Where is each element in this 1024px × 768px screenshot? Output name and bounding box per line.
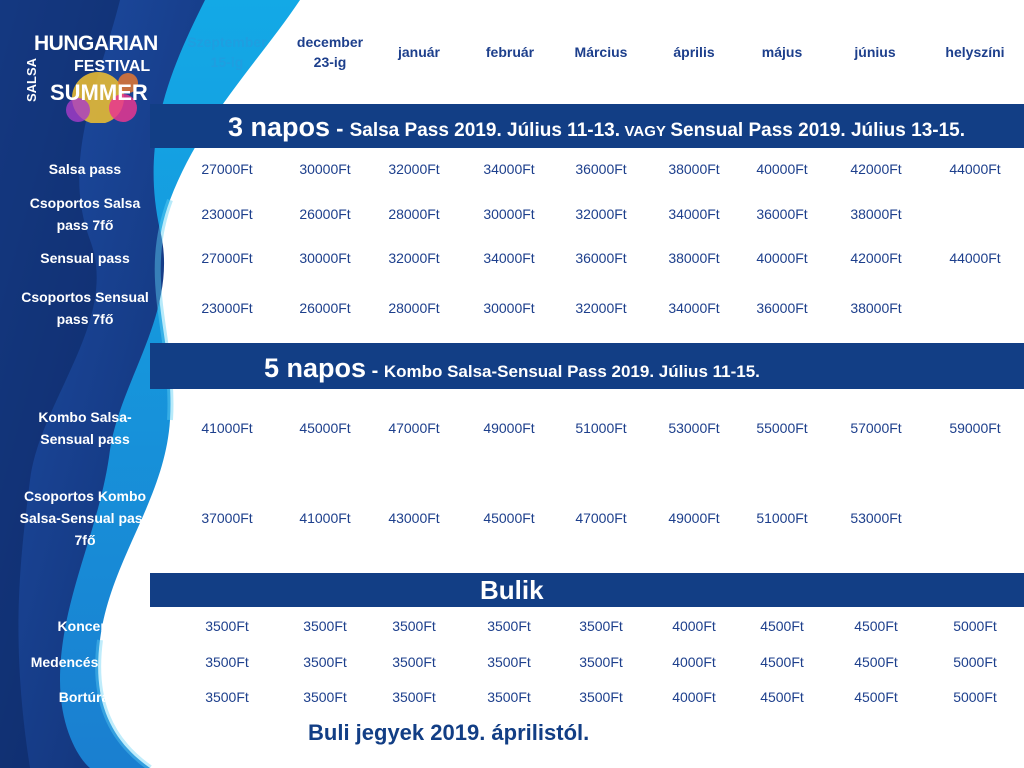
price-cell: 27000Ft [201,250,253,266]
price-cell: 3500Ft [303,654,347,670]
row-label: Csoportos Salsa pass 7fő [29,195,141,233]
price-cell: 5000Ft [953,618,997,634]
price-cell: 38000Ft [850,300,902,316]
price-cell: 32000Ft [388,161,440,177]
col-header-2: december 23-ig [296,34,364,70]
col-header-1: Szeptember 15-ig [187,34,267,70]
row-label: Koncert [57,618,111,634]
price-cell: 3500Ft [205,689,249,705]
price-cell: 3500Ft [392,618,436,634]
price-cell: 3500Ft [303,689,347,705]
price-cell: 30000Ft [483,206,535,222]
section-title-5-day: 5 napos - Kombo Salsa-Sensual Pass 2019. Július 11-15. [264,353,760,383]
price-cell: 40000Ft [756,161,808,177]
price-cell: 3500Ft [579,689,623,705]
price-cell: 40000Ft [756,250,808,266]
row-label: Csoportos Kombo Salsa-Sensual pass 7fő [19,488,151,548]
row-label: Medencés Party [30,654,138,670]
price-cell: 34000Ft [668,300,720,316]
price-cell: 30000Ft [299,250,351,266]
row-label: Sensual pass [40,250,130,266]
price-cell: 28000Ft [388,206,440,222]
price-cell: 38000Ft [668,250,720,266]
col-header-3: január [397,44,441,60]
price-cell: 30000Ft [483,300,535,316]
price-cell: 38000Ft [668,161,720,177]
price-cell: 4500Ft [854,654,898,670]
price-cell: 27000Ft [201,161,253,177]
price-cell: 49000Ft [668,510,720,526]
col-header-9: helyszíni [945,44,1005,60]
price-cell: 5000Ft [953,654,997,670]
price-cell: 32000Ft [388,250,440,266]
price-cell: 3500Ft [487,618,531,634]
price-cell: 3500Ft [392,689,436,705]
section-band-3-day [150,104,1024,148]
price-cell: 53000Ft [668,420,720,436]
logo-line3: FESTIVAL [74,58,151,75]
price-cell: 44000Ft [949,250,1001,266]
logo-line1: HUNGARIAN [34,32,158,55]
price-cell: 4500Ft [760,689,804,705]
price-cell: 28000Ft [388,300,440,316]
price-cell: 43000Ft [388,510,440,526]
price-cell: 5000Ft [953,689,997,705]
price-cell: 3500Ft [205,618,249,634]
price-cell: 4500Ft [854,618,898,634]
price-cell: 4000Ft [672,689,716,705]
row-label: Salsa pass [48,161,122,177]
col-header-4: február [485,44,535,60]
price-cell: 26000Ft [299,300,351,316]
col-header-6: április [673,44,715,60]
price-cell: 3500Ft [579,654,623,670]
price-cell: 53000Ft [850,510,902,526]
price-cell: 51000Ft [575,420,627,436]
price-cell: 36000Ft [756,206,808,222]
price-cell: 23000Ft [201,206,253,222]
price-cell: 26000Ft [299,206,351,222]
footer-note: Buli jegyek 2019. áprilistól. [308,720,590,745]
price-cell: 38000Ft [850,206,902,222]
price-cell: 55000Ft [756,420,808,436]
price-cell: 4500Ft [760,618,804,634]
price-cell: 57000Ft [850,420,902,436]
price-cell: 4000Ft [672,618,716,634]
price-cell: 41000Ft [201,420,253,436]
price-cell: 3500Ft [487,654,531,670]
price-cell: 44000Ft [949,161,1001,177]
price-cell: 49000Ft [483,420,535,436]
price-cell: 30000Ft [299,161,351,177]
price-cell: 3500Ft [205,654,249,670]
section-band-5-day [150,343,1024,389]
price-cell: 41000Ft [299,510,351,526]
price-cell: 42000Ft [850,161,902,177]
price-cell: 4500Ft [854,689,898,705]
price-cell: 37000Ft [201,510,253,526]
price-cell: 47000Ft [575,510,627,526]
price-cell: 34000Ft [483,161,535,177]
price-cell: 4500Ft [760,654,804,670]
price-cell: 47000Ft [388,420,440,436]
price-cell: 32000Ft [575,300,627,316]
price-cell: 3500Ft [303,618,347,634]
price-cell: 42000Ft [850,250,902,266]
price-cell: 36000Ft [575,161,627,177]
col-header-7: május [761,44,803,60]
price-cell: 51000Ft [756,510,808,526]
section-title-3-day: 3 napos - Salsa Pass 2019. Július 11-13. VAGY Sensual Pass 2019. Július 13-15. [228,112,966,142]
section-band-party [150,573,1024,607]
logo-line4: SUMMER [50,80,148,105]
price-cell: 36000Ft [575,250,627,266]
price-cell: 34000Ft [483,250,535,266]
price-cell: 45000Ft [299,420,351,436]
price-cell: 32000Ft [575,206,627,222]
price-cell: 45000Ft [483,510,535,526]
price-cell: 36000Ft [756,300,808,316]
price-cell: 34000Ft [668,206,720,222]
row-label: Csoportos Sensual pass 7fő [21,289,149,327]
row-label: Bortúra [58,689,110,705]
festival-logo [24,28,158,123]
section-title-party: Bulik [480,575,544,605]
logo-line2: SALSA [24,57,39,102]
price-cell: 3500Ft [392,654,436,670]
price-cell: 4000Ft [672,654,716,670]
row-label: Kombo Salsa-Sensual pass [38,409,132,447]
price-cell: 3500Ft [579,618,623,634]
col-header-8: június [854,44,896,60]
price-cell: 59000Ft [949,420,1001,436]
price-cell: 3500Ft [487,689,531,705]
col-header-5: Március [574,44,628,60]
price-cell: 23000Ft [201,300,253,316]
